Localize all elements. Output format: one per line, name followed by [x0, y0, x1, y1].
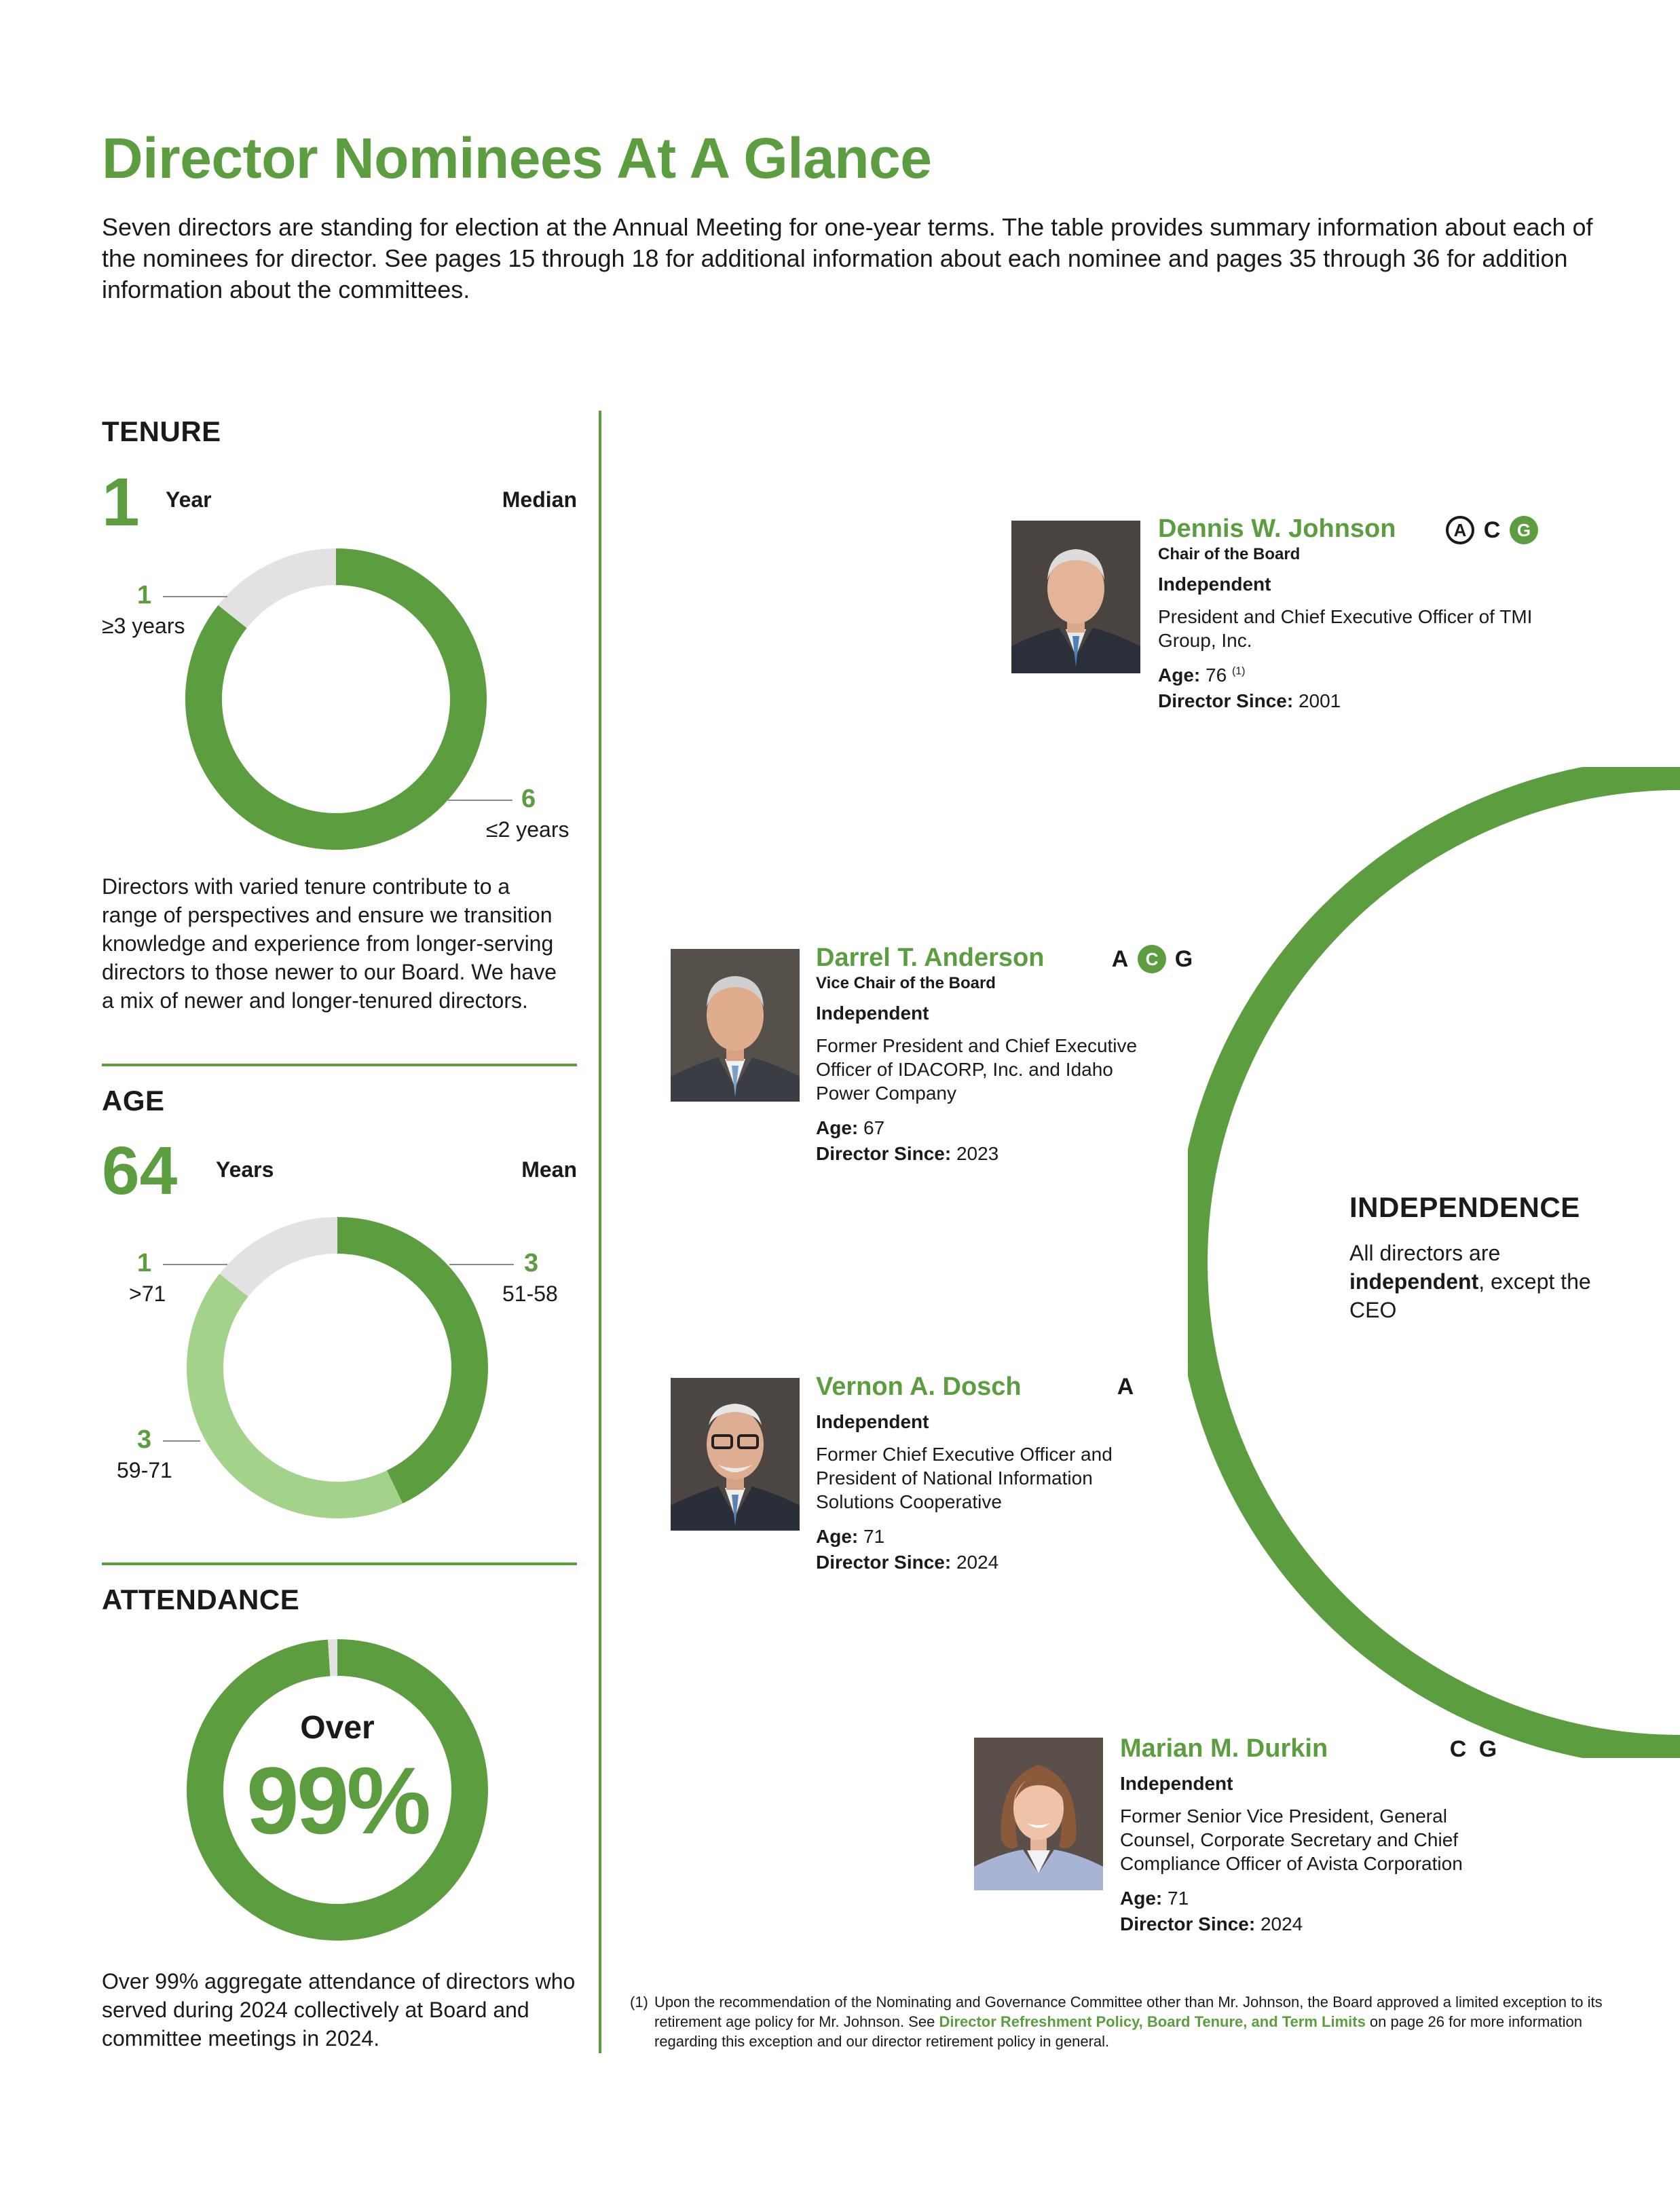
director-since-label: Director Since:: [1158, 690, 1294, 711]
age-label: Age:: [1158, 665, 1201, 686]
director-since-value: 2001: [1298, 690, 1341, 711]
independence-text: [1349, 1239, 1607, 1324]
age-segment-count: 3: [137, 1425, 152, 1454]
committee-badges: [1113, 1374, 1138, 1400]
tenure-segment-count: 1: [137, 581, 152, 610]
footnote: [630, 1992, 1648, 2051]
age-value: 71: [863, 1526, 885, 1547]
footnote-text-lead: Upon the recommendation of the Nominating and Governance Committee other than Mr. Johnson, the Board approved a limited exception to its retirement age policy for Mr. Johnson. See: [654, 1994, 1603, 2030]
committee-badge-compensation: C: [1138, 945, 1166, 973]
tenure-stat-label: Median: [502, 487, 577, 512]
tenure-description: Directors with varied tenure contribute to a range of perspectives and ensure we transition knowledge and experience from longer-serving directors to those newer to our Board. We have a mix of newer and longer-tenured directors.: [102, 874, 557, 1013]
tenure-unit: Year: [166, 487, 212, 512]
director-photo: [974, 1738, 1103, 1890]
committee-badge-compensation: C: [1449, 1736, 1467, 1762]
age-segment-count: 3: [524, 1249, 539, 1277]
director-since-value: 2023: [956, 1143, 999, 1164]
age-segment-label: 59-71: [117, 1458, 172, 1482]
director-role: Chair of the Board: [1158, 545, 1301, 563]
director-card-dosch: [816, 1372, 1169, 1573]
footnote-mark: (1): [630, 1994, 648, 2010]
director-status: Independent: [1158, 574, 1271, 595]
director-card-durkin: [1120, 1734, 1527, 1935]
footnote-link[interactable]: Director Refreshment Policy, Board Tenure, and Term Limits: [939, 2013, 1366, 2030]
director-photo: [671, 1378, 800, 1531]
committee-badge-compensation: C: [1483, 517, 1501, 543]
section-divider: [102, 1064, 577, 1066]
director-photo: [671, 949, 800, 1102]
column-divider: [599, 411, 601, 2053]
director-since-value: 2024: [1260, 1913, 1303, 1934]
age-unit: Years: [216, 1157, 274, 1182]
age-leader-line-1: [163, 1264, 227, 1265]
committee-badge-governance: G: [1510, 516, 1538, 544]
age-segment-label: 51-58: [502, 1281, 558, 1306]
age-value: 71: [1168, 1888, 1189, 1909]
director-name: Dennis W. Johnson: [1158, 514, 1396, 543]
director-name: Vernon A. Dosch: [816, 1372, 1022, 1401]
age-heading: AGE: [102, 1085, 165, 1117]
director-card-anderson: [816, 943, 1169, 1165]
director-description: Former Chief Executive Officer and President of National Information Solutions Cooperative: [816, 1444, 1113, 1512]
director-since: [816, 1143, 1169, 1165]
age-value: 76: [1206, 665, 1227, 686]
director-name: Darrel T. Anderson: [816, 943, 1045, 972]
director-since: [1120, 1913, 1527, 1935]
director-since: [1158, 690, 1538, 712]
independence-heading: INDEPENDENCE: [1349, 1191, 1580, 1223]
age-segment-label: >71: [129, 1281, 166, 1306]
age-leader-line-3: [163, 1440, 200, 1442]
age-label: Age:: [816, 1526, 859, 1547]
director-age: [816, 1526, 1169, 1548]
independence-text-lead: All directors are: [1349, 1241, 1501, 1265]
attendance-heading: ATTENDANCE: [102, 1584, 300, 1615]
age-segment-count: 1: [137, 1249, 152, 1277]
director-description: President and Chief Executive Officer of TMI Group, Inc.: [1158, 606, 1533, 651]
tenure-donut-segment: [233, 567, 336, 616]
tenure-segment-label: ≥3 years: [102, 614, 185, 638]
director-role: Vice Chair of the Board: [816, 974, 996, 992]
committee-badge-governance: G: [1478, 1736, 1497, 1762]
tenure-heading: TENURE: [102, 415, 221, 447]
attendance-description: Over 99% aggregate attendance of directors who served during 2024 collectively at Board and committee meetings in 2024.: [102, 1969, 576, 2051]
footnote-reference: (1): [1231, 665, 1246, 677]
director-description: Former Senior Vice President, General Counsel, Corporate Secretary and Chief Compliance Officer of Avista Corporation: [1120, 1806, 1463, 1874]
age-stat-label: Mean: [521, 1157, 577, 1182]
director-status: Independent: [816, 1003, 929, 1024]
attendance-over-label: Over: [300, 1710, 375, 1746]
age-donut-segment: [234, 1235, 337, 1285]
director-status: Independent: [1120, 1773, 1233, 1794]
age-leader-line-2: [449, 1264, 514, 1265]
committee-badge-governance: G: [1174, 946, 1193, 972]
director-age: [816, 1117, 1169, 1139]
independence-text-bold: independent: [1349, 1269, 1479, 1294]
committee-badges: [1108, 945, 1196, 973]
tenure-leader-line-2: [448, 800, 512, 801]
tenure-leader-line-1: [163, 596, 227, 597]
director-age: [1158, 665, 1538, 686]
committee-badge-audit: A: [1117, 1374, 1134, 1400]
committee-badges: [1446, 516, 1538, 544]
committee-badges: [1446, 1736, 1500, 1763]
director-description: Former President and Chief Executive Officer of IDACORP, Inc. and Idaho Power Company: [816, 1035, 1138, 1104]
age-value: 64: [102, 1133, 178, 1209]
director-name: Marian M. Durkin: [1120, 1734, 1328, 1763]
tenure-donut-chart: [183, 546, 489, 852]
section-divider: [102, 1563, 577, 1565]
age-label: Age:: [1120, 1888, 1163, 1909]
intro-paragraph: Seven directors are standing for election at the Annual Meeting for one-year terms. The table provides summary information about each of the nominees for director. See pages 15 through 18 for additional information about each nominee and pages 35 through 36 for addition information about the committees.: [102, 213, 1593, 303]
page-title: Director Nominees At A Glance: [102, 126, 932, 190]
director-since-value: 2024: [956, 1552, 999, 1573]
committee-badge-audit: A: [1446, 516, 1474, 544]
age-value: 67: [863, 1117, 885, 1138]
director-photo: [1011, 521, 1140, 673]
tenure-value: 1: [102, 464, 140, 540]
attendance-value: 99%: [246, 1747, 429, 1854]
footnote-text: [654, 1992, 1648, 2051]
footnote-text-tail: on page 26 for more information regarding this exception and our director retirement policy in general.: [654, 2013, 1582, 2050]
director-status: Independent: [816, 1411, 929, 1432]
tenure-segment-count: 6: [521, 785, 536, 813]
age-donut-chart: [185, 1215, 490, 1520]
director-since: [816, 1552, 1169, 1573]
age-donut-segment: [337, 1235, 470, 1487]
director-since-label: Director Since:: [1120, 1913, 1256, 1934]
age-label: Age:: [816, 1117, 859, 1138]
director-since-label: Director Since:: [816, 1552, 952, 1573]
committee-badge-audit: A: [1111, 946, 1129, 972]
age-donut-segment: [205, 1285, 395, 1500]
tenure-segment-label: ≤2 years: [486, 817, 570, 842]
independence-text-tail: , except the CEO: [1349, 1269, 1591, 1322]
director-age: [1120, 1888, 1527, 1909]
director-since-label: Director Since:: [816, 1143, 952, 1164]
